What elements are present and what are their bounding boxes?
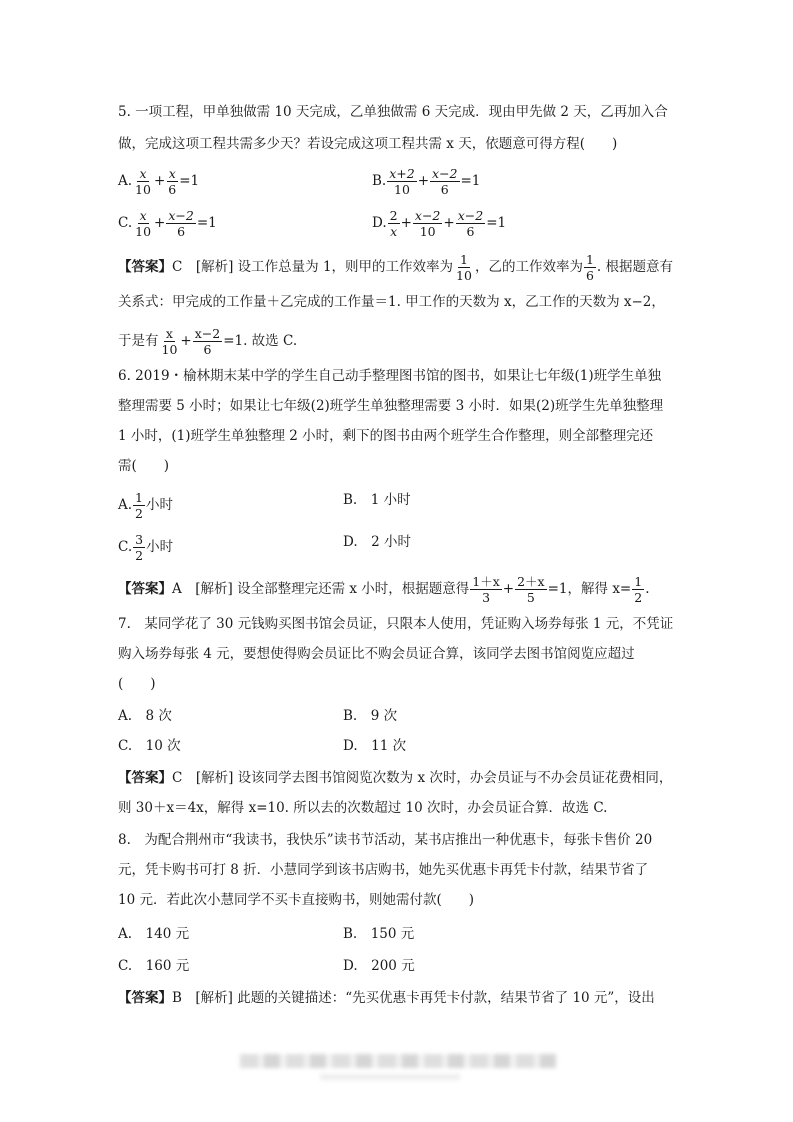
fraction: $\frac{x+2}{10}$	[389, 166, 415, 197]
q5-answer-line-1: 【答案】C [解析] 设工作总量为 1，则甲的工作效率为 $\frac{1}{10}$ ，乙的工作效率为 $\frac{1}{6}$ . 根据题意有	[118, 252, 673, 283]
q5-option-d[interactable]: D. $\frac{2}{x}$ + $\frac{x-2}{10}$ + $\frac{x-2}{6}$ =1	[372, 208, 507, 239]
q6-line-3: 1 小时，(1)班学生单独整理 2 小时，剩下的图书由两个班学生合作整理，则全部整理完还	[118, 428, 654, 444]
fraction: $\frac{1}{10}$	[456, 252, 472, 283]
blurred-footer	[240, 1054, 556, 1068]
fraction: $\frac{x-2}{6}$	[168, 208, 194, 239]
q8-option-d[interactable]: D. 200 元	[343, 958, 415, 974]
fraction: $\frac{1}{2}$	[135, 490, 143, 521]
q8-line-1: 8. 为配合荆州市“我读书，我快乐”读书节活动，某书店推出一种优惠卡，每张卡售价 20	[118, 832, 653, 848]
q8-answer-line-1: 【答案】B [解析] 此题的关键描述：“先买优惠卡再凭卡付款，结果节省了 10 元”，设出	[118, 990, 655, 1006]
answer-tag: 【答案】	[118, 259, 172, 275]
q7-answer-line-2: 则 30＋x＝4x，解得 x=10. 所以去的次数超过 10 次时，办会员证合算．故选 C.	[118, 800, 608, 816]
q8-line-3: 10 元．若此次小慧同学不买卡直接购书，则她需付款( )	[118, 892, 475, 908]
q5-answer-line-2: 关系式：甲完成的工作量＋乙完成的工作量＝1. 甲工作的天数为 x，乙工作的天数为 x−2，	[118, 294, 665, 310]
fraction: $\frac{1+x}{3}$	[472, 574, 500, 605]
answer-tag: 【答案】	[118, 581, 172, 597]
q6-option-b[interactable]: B. 1 小时	[343, 492, 411, 508]
q7-line-3: ( )	[118, 676, 156, 692]
q6-option-d[interactable]: D. 2 小时	[343, 534, 412, 550]
option-label: A.	[118, 497, 133, 513]
fraction: $\frac{x}{10}$	[135, 208, 152, 239]
fraction: $\frac{x}{10}$	[161, 326, 178, 357]
fraction: $\frac{1}{2}$	[634, 574, 643, 605]
q7-line-2: 购入场券每张 4 元，要想使得购会员证比不购会员证合算，该同学去图书馆阅览应超过	[118, 646, 635, 662]
q6-option-a[interactable]: A. $\frac{1}{2}$ 小时	[118, 490, 173, 521]
q7-option-a[interactable]: A. 8 次	[118, 708, 172, 724]
fraction: $\frac{1}{6}$	[585, 252, 594, 283]
q6-line-4: 需( )	[118, 458, 170, 474]
q7-answer-line-1: 【答案】C [解析] 设该同学去图书馆阅览次数为 x 次时，办会员证与不办会员证花费相同，	[118, 770, 673, 786]
q8-option-b[interactable]: B. 150 元	[343, 926, 415, 942]
blurred-footer-sub	[320, 1074, 460, 1080]
fraction: $\frac{2+x}{5}$	[517, 574, 545, 605]
q6-line-1: 6. 2019・榆林期末某中学的学生自己动手整理图书馆的图书，如果让七年级(1)班学生单独	[118, 368, 662, 384]
fraction: $\frac{x}{6}$	[168, 166, 177, 197]
option-label: D.	[372, 215, 387, 231]
option-label: B.	[372, 173, 387, 189]
q5-option-c[interactable]: C. $\frac{x}{10}$ + $\frac{x-2}{6}$ =1	[118, 208, 217, 239]
q5-line-1: 5. 一项工程，甲单独做需 10 天完成，乙单独做需 6 天完成．现由甲先做 2 天，乙再加入合	[118, 104, 668, 120]
q5-line-2: 做，完成这项工程共需多少天？若设完成这项工程共需 x 天，依题意可得方程( )	[118, 136, 618, 152]
fraction: $\frac{x-2}{6}$	[194, 326, 221, 357]
q7-option-b[interactable]: B. 9 次	[343, 708, 398, 724]
fraction: $\frac{3}{2}$	[135, 532, 144, 563]
q7-line-1: 7. 某同学花了 30 元钱购买图书馆会员证，只限本人使用，凭证购入场券每张 1 元，不凭证	[118, 616, 674, 632]
q7-option-d[interactable]: D. 11 次	[343, 738, 407, 754]
q7-option-c[interactable]: C. 10 次	[118, 738, 181, 754]
q6-answer-line: 【答案】A [解析] 设全部整理完还需 x 小时，根据题意得 $\frac{1+x}{3}$ + $\frac{2+x}{5}$ =1，解得 x= $\frac{1}{2}$ .	[118, 574, 650, 605]
fraction: $\frac{x-2}{10}$	[414, 208, 441, 239]
fraction: $\frac{x-2}{6}$	[432, 166, 458, 197]
q5-answer-line-3: 于是有 $\frac{x}{10}$ + $\frac{x-2}{6}$ =1. 故选 C.	[118, 326, 298, 357]
q6-option-c[interactable]: C. $\frac{3}{2}$ 小时	[118, 532, 174, 563]
fraction: $\frac{x}{10}$	[135, 166, 151, 197]
q6-line-2: 整理需要 5 小时；如果让七年级(2)班学生单独整理需要 3 小时．如果(2)班学生先单独整理	[118, 398, 664, 414]
q8-option-a[interactable]: A. 140 元	[118, 926, 190, 942]
q5-option-b[interactable]: B. $\frac{x+2}{10}$ + $\frac{x-2}{6}$ =1	[372, 166, 481, 197]
q5-option-a[interactable]: A. $\frac{x}{10}$ + $\frac{x}{6}$ =1	[118, 166, 200, 197]
option-label: C.	[118, 539, 133, 555]
q8-line-2: 元，凭卡购书可打 8 折．小慧同学到该书店购书，她先买优惠卡再凭卡付款，结果节省了	[118, 862, 649, 878]
answer-tag: 【答案】	[118, 770, 172, 786]
fraction: $\frac{x-2}{6}$	[457, 208, 484, 239]
fraction: $\frac{2}{x}$	[389, 208, 398, 239]
option-label: C.	[118, 215, 133, 231]
option-label: A.	[118, 173, 133, 189]
q8-option-c[interactable]: C. 160 元	[118, 958, 190, 974]
answer-tag: 【答案】	[118, 990, 172, 1006]
